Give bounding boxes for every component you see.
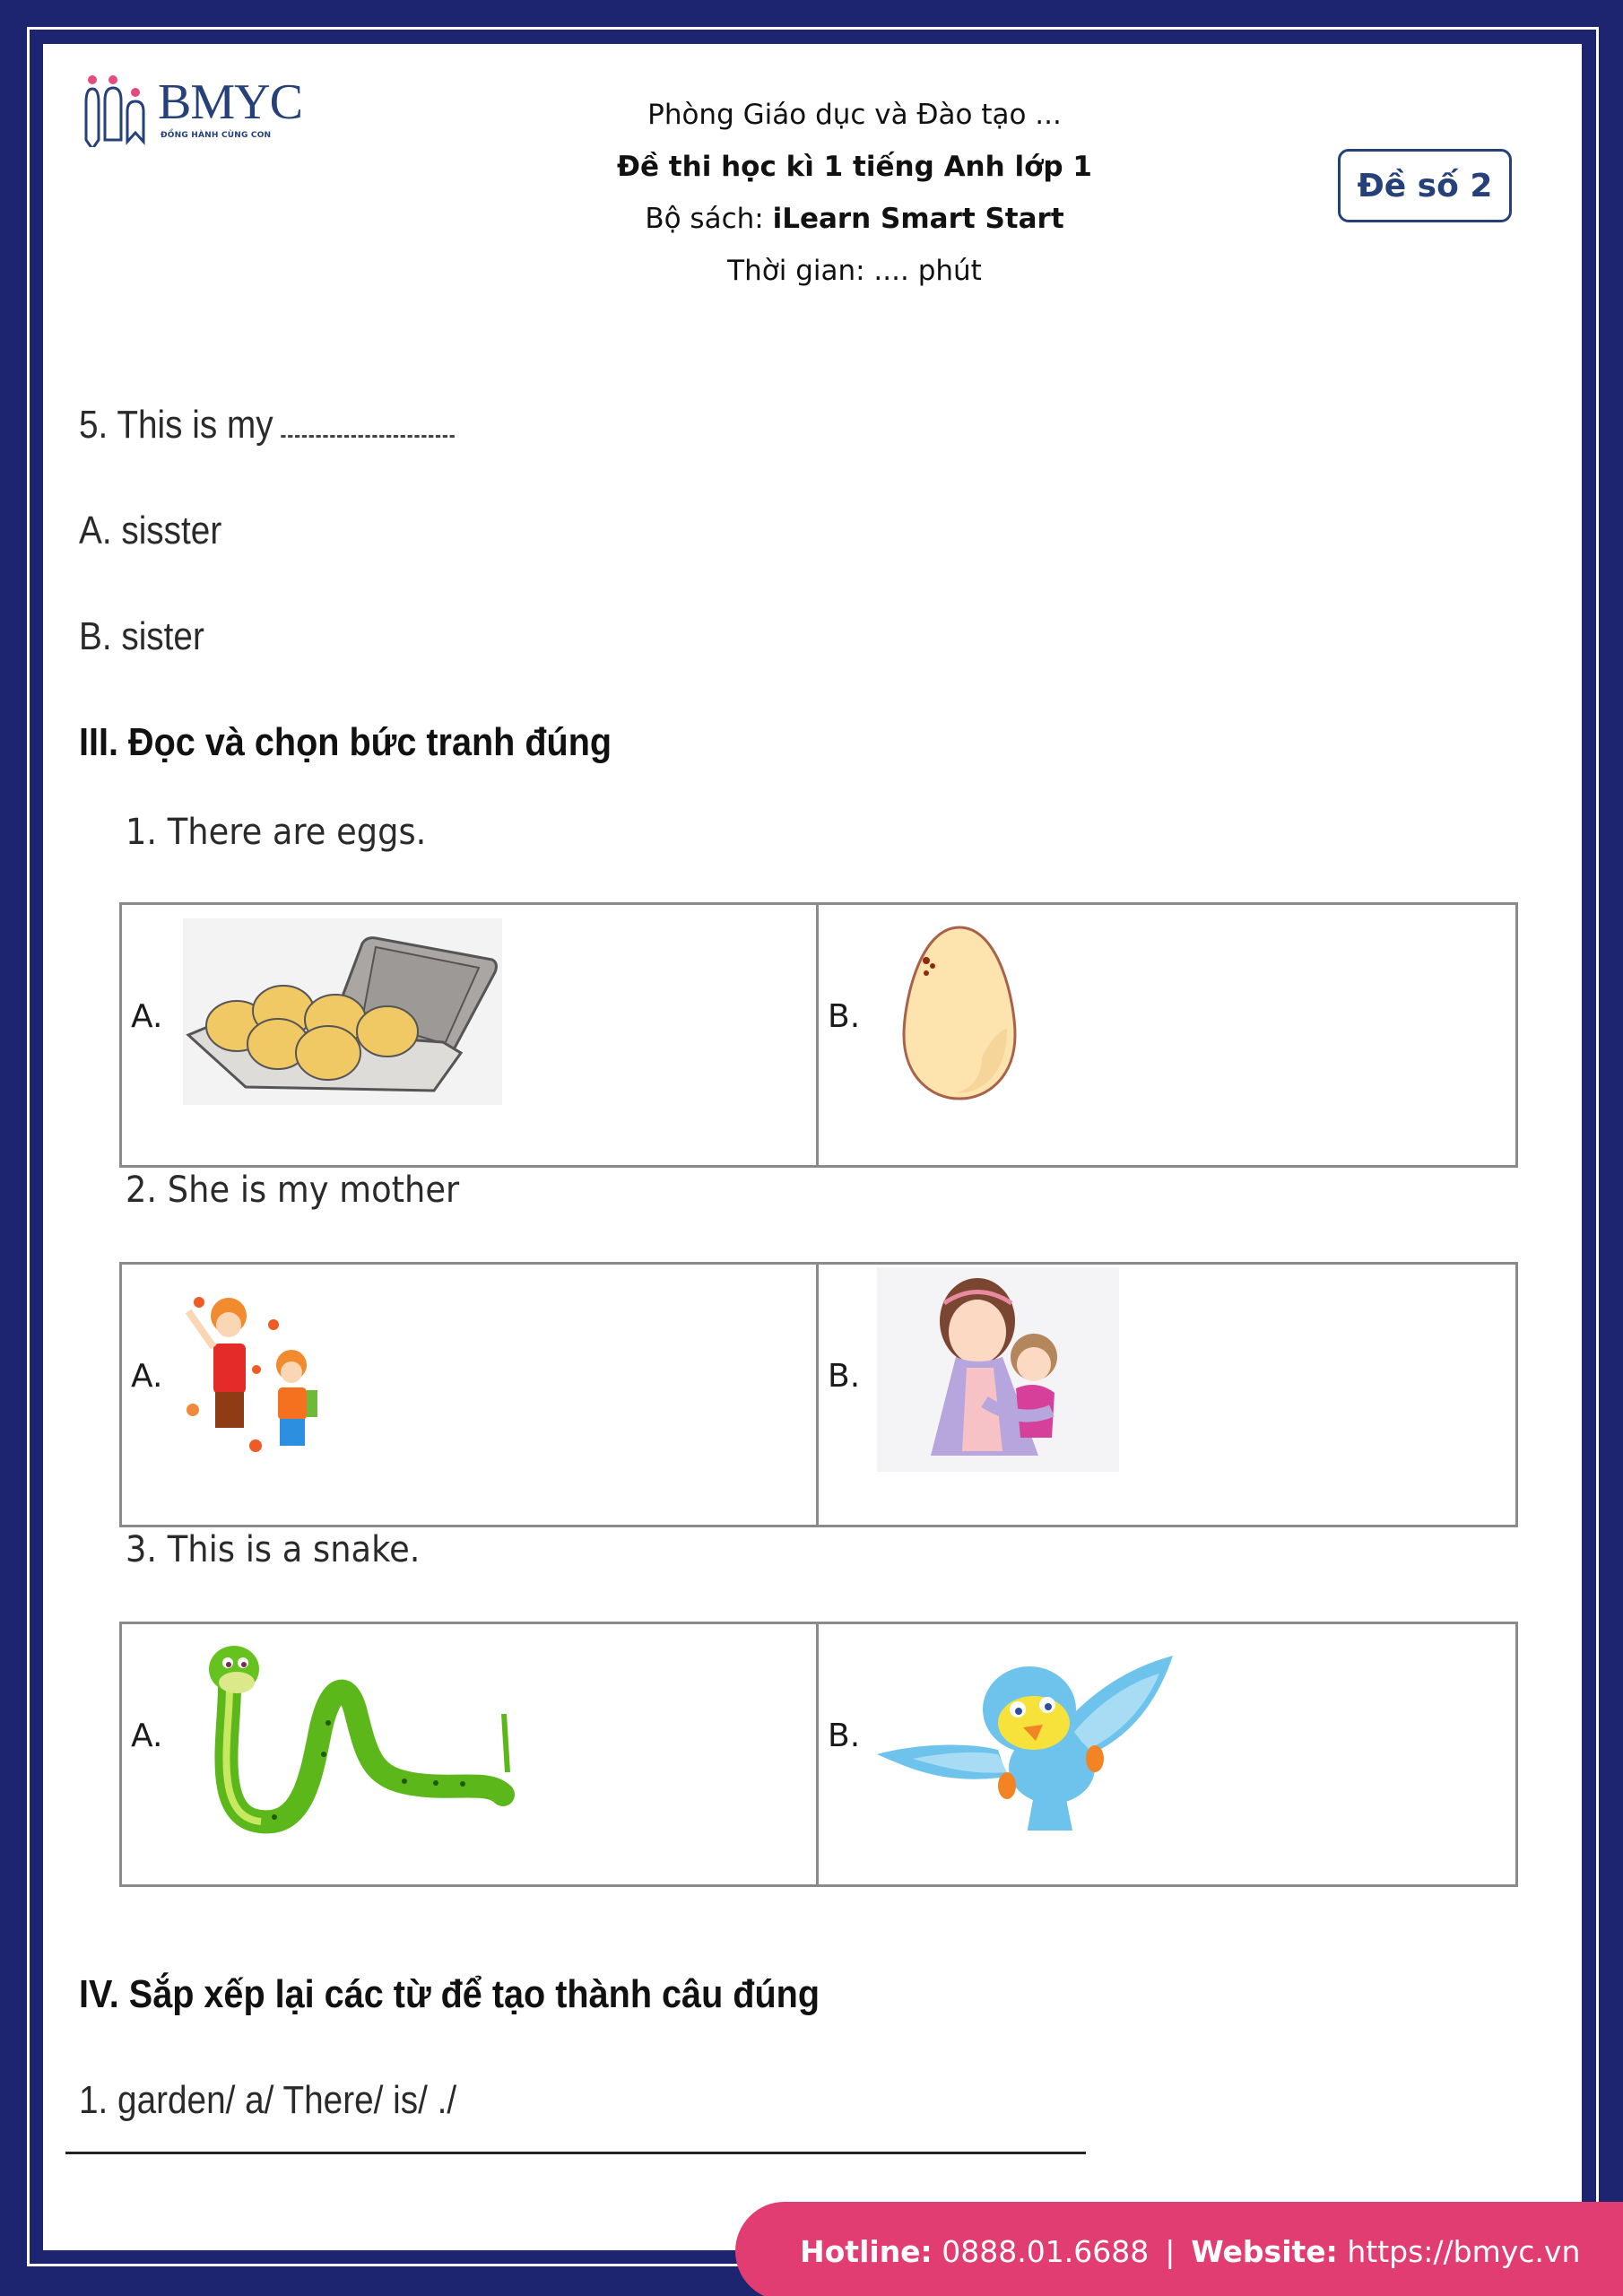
book-series-label: Bộ sách: bbox=[645, 203, 773, 235]
exam-title: Đề thi học kì 1 tiếng Anh lớp 1 bbox=[617, 151, 1092, 183]
exam-page bbox=[43, 44, 1582, 2250]
bird-image bbox=[872, 1642, 1177, 1831]
egg-carton-image bbox=[183, 918, 502, 1105]
department-line: Phòng Giáo dục và Đào tạo ... bbox=[647, 99, 1062, 131]
choice-b-cell[interactable] bbox=[819, 905, 1515, 1165]
contact-footer bbox=[735, 2202, 1623, 2296]
two-children-image bbox=[179, 1284, 359, 1464]
mother-and-child-image bbox=[877, 1267, 1119, 1472]
choice-a-cell[interactable] bbox=[122, 1265, 819, 1525]
time-line: Thời gian: .... phút bbox=[727, 255, 982, 287]
question-5-prompt bbox=[79, 403, 455, 448]
choice-b-cell[interactable] bbox=[819, 1265, 1515, 1525]
choice-a-cell[interactable] bbox=[122, 905, 819, 1165]
section-3-item-1-prompt: 1. There are eggs. bbox=[126, 812, 427, 853]
choice-a-label: A. bbox=[131, 998, 163, 1035]
book-series-line bbox=[447, 193, 1263, 245]
question-5-option-b: B. sister bbox=[79, 614, 204, 658]
people-pencil-icon bbox=[83, 75, 155, 147]
section-4-item-1-prompt: 1. garden/ a/ There/ is/ ./ bbox=[79, 2078, 457, 2122]
single-egg-image bbox=[901, 923, 1018, 1102]
logo-wordmark: BMYC bbox=[158, 74, 302, 130]
choice-b-label: B. bbox=[828, 998, 861, 1035]
book-series-name: iLearn Smart Start bbox=[772, 203, 1064, 235]
snake-image bbox=[194, 1638, 534, 1835]
website-link[interactable]: https://bmyc.vn bbox=[1337, 2233, 1581, 2269]
footer-separator: | bbox=[1165, 2233, 1176, 2269]
choice-a-cell[interactable] bbox=[122, 1624, 819, 1884]
question-5-option-a: A. sisster bbox=[79, 509, 222, 552]
bmyc-logo bbox=[83, 74, 302, 147]
exam-number-badge: Đề số 2 bbox=[1338, 149, 1512, 222]
choice-a-label: A. bbox=[131, 1358, 163, 1395]
exam-header bbox=[447, 89, 1263, 297]
fill-in-blank bbox=[281, 434, 455, 438]
picture-choice-table-3 bbox=[119, 1622, 1518, 1887]
section-3-title: III. Đọc và chọn bức tranh đúng bbox=[79, 720, 612, 764]
picture-choice-table-1 bbox=[119, 902, 1518, 1168]
hotline-label: Hotline: bbox=[800, 2233, 933, 2269]
section-3-item-3-prompt: 3. This is a snake. bbox=[126, 1529, 421, 1570]
website-label: Website: bbox=[1191, 2233, 1338, 2269]
choice-b-label: B. bbox=[828, 1358, 861, 1395]
answer-line[interactable] bbox=[65, 2152, 1086, 2154]
choice-b-label: B. bbox=[828, 1718, 861, 1754]
section-3-item-2-prompt: 2. She is my mother bbox=[126, 1170, 460, 1211]
hotline-number[interactable]: 0888.01.6688 bbox=[932, 2233, 1150, 2269]
logo-tagline: ĐỒNG HÀNH CÙNG CON bbox=[161, 131, 272, 140]
section-4-title: IV. Sắp xếp lại các từ để tạo thành câu đúng bbox=[79, 1972, 820, 2016]
choice-b-cell[interactable] bbox=[819, 1624, 1515, 1884]
choice-a-label: A. bbox=[131, 1718, 163, 1754]
picture-choice-table-2 bbox=[119, 1262, 1518, 1527]
question-5-text: 5. This is my bbox=[79, 403, 273, 447]
